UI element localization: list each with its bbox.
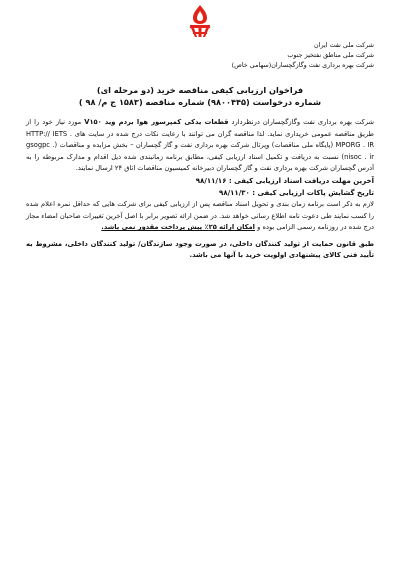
header-line-nioc: شرکت ملی نفت ایران [314,41,374,49]
nioc-flame-logo-icon [184,4,216,38]
paragraph-intro [26,117,374,175]
header-line-nisoc: شرکت ملی مناطق نفتخیز جنوب [287,51,374,59]
para1-text-a: شرکت بهره برداری نفت وگازگچساران درنظردارد [228,118,374,126]
para3-text: لازم به ذکر است برنامه زمان بندی و تحویل اسناد مناقصه پس از ارزیابی کیفی برای شرکت هایی که حداقل نمره اعلام شده را کسب نمایند طی دعوت نامه اطلاع رسانی خواهد شد. در ضمن ارائه تصویر برابر با اصل آخرین تغییرات صاحبان امضاء مجاز درج شده در روزنامه رسمی الزامی بوده و [26,199,374,232]
para1-bold-item: قطعات یدکی کمپرسور هوا بردم وید V۱۵۰ [84,118,229,126]
letterhead [26,40,374,70]
paragraph-domestic-support: طبق قانون حمایت از تولید کنندگان داخلی، در صورت وجود سازندگان/ تولید کنندگان داخلی، مشروط به تأیید فنی کالای پیشنهادی اولویت خرید با آنها می باشد. [26,239,374,260]
para1-text-b: مورد نیاز خود را از طریق مناقصه عمومی خریداری نماید. لذا مناقصه گران می توانند با رعایت نکات درج شده در سایت های HTTP:// IETS . MPORG . IR (پایگاه ملی مناقصات) وپرتال شرکت بهره برداری نفت و گاز گچساران – بخش مزایده و مناقصات (gsogpc . nisoc . ir) نسبت به دریافت و تکمیل اسناد ارزیابی کیفی، مطابق برنامه زمانبندی شده ذیل اقدام و مدارک مربوطه را به آدرس گچساران شرکت بهره برداری نفت و گاز گچساران دبیرخانه کمیسیون مناقصات اتاق ۲۴ ارسال نمایند. [26,118,374,173]
document-title: فراخوان ارزیابی کیفی مناقصه خرید (دو مرحله ای) [96,85,304,95]
paragraph-conditions [26,199,374,234]
deadline-documents: آخرین مهلت دریافت اسناد ارزیابی کیفی : ۹۸/۱۱/۱۶ [195,176,374,185]
title-block [26,84,374,108]
header-line-gsogpc: شرکت بهره برداری نفت وگازگچساران(سهامی خاص) [231,61,374,69]
deadline-opening: تاریخ گشایش پاکات ارزیابی کیفی : ۹۸/۱۱/۳۰ [219,188,374,197]
document-subtitle: شماره درخواست (۹۸۰۰۴۴۵) شماره مناقصه (۱۵۸۳ ج م/ ۹۸ ) [78,97,322,107]
para3-prepayment-note: امکان ارائه ۲۵٪ پیش پرداخت مقدور نمی باشد. [101,223,255,232]
